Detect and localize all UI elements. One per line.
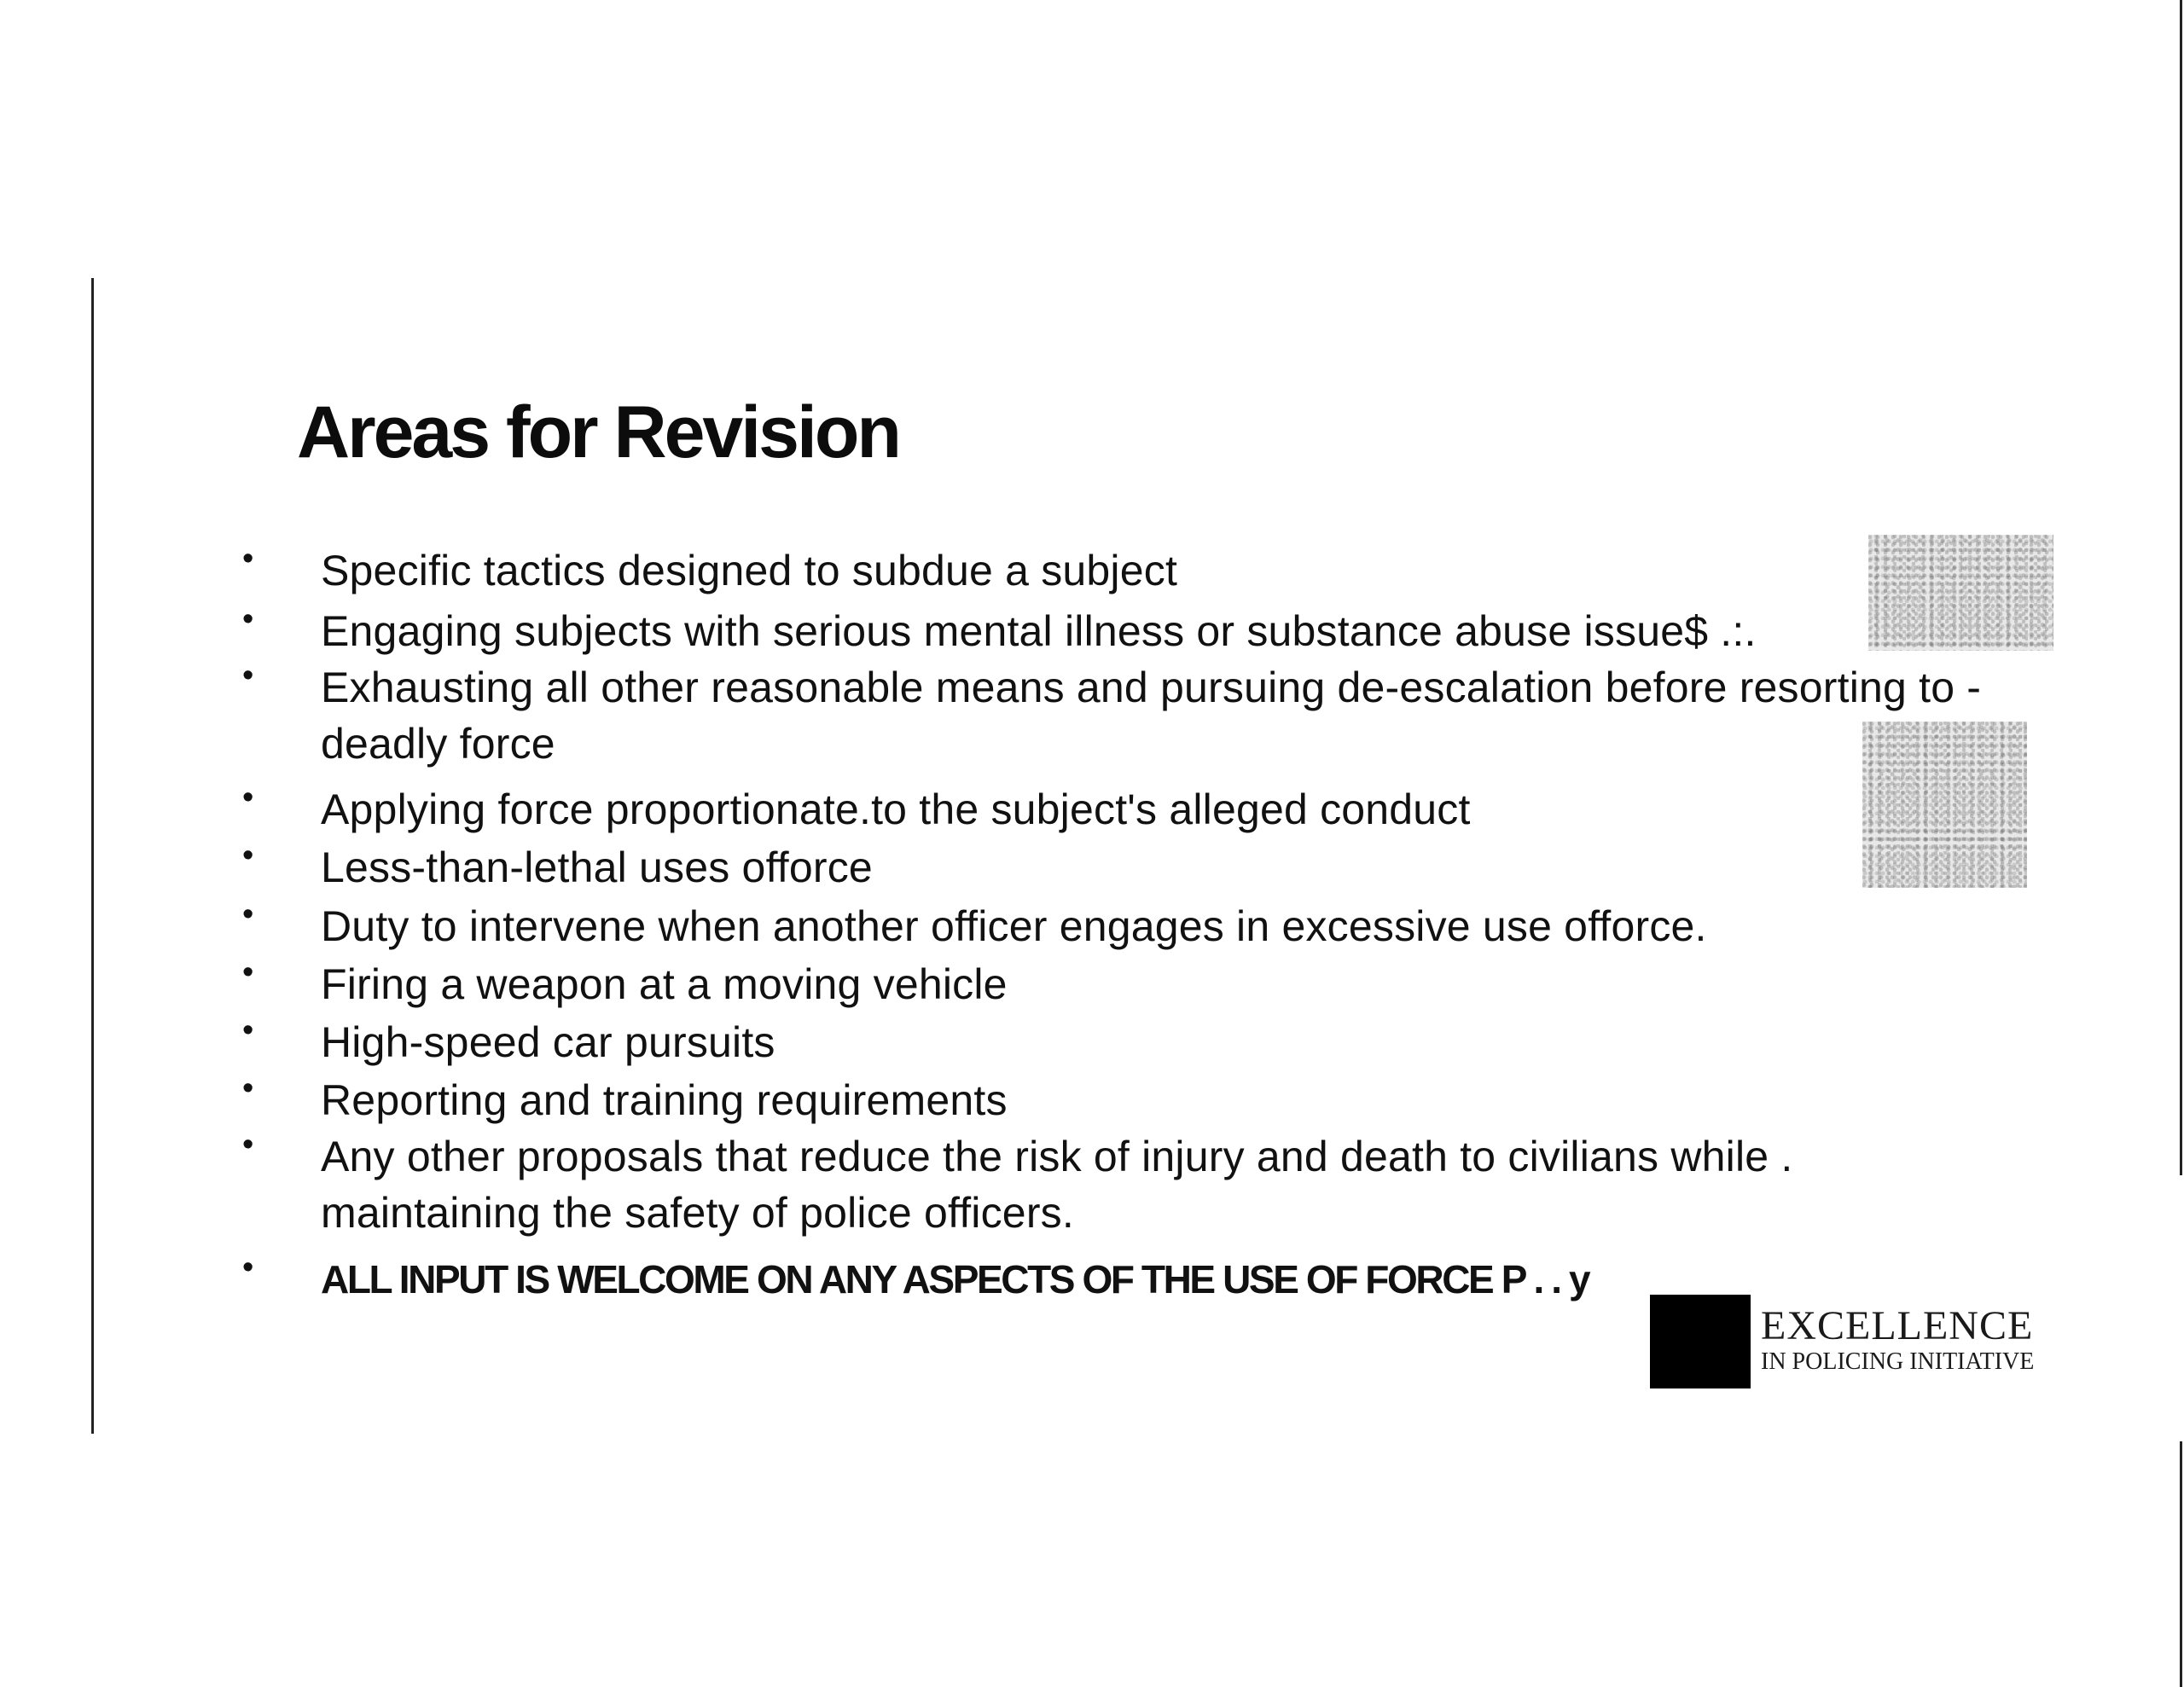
bullet-icon: •: [242, 780, 254, 815]
list-item-text: Applying force proportionate.to the subject's alleged conduct: [321, 786, 1471, 833]
right-scan-edge-bottom: [2180, 1441, 2182, 1687]
left-scan-edge: [91, 278, 94, 1434]
list-item-text: Less-than-lethal uses offorce: [321, 844, 873, 891]
logo-square-icon: [1650, 1295, 1751, 1388]
bullet-icon: •: [242, 1249, 254, 1285]
logo-subtitle: IN POLICING INITIATIVE: [1761, 1348, 2035, 1375]
bullet-icon: •: [242, 601, 254, 637]
bullet-icon: •: [242, 1127, 254, 1162]
list-item-text: Duty to intervene when another officer engages in excessive use offorce.: [321, 902, 1707, 950]
logo-name: EXCELLENCE: [1761, 1303, 2034, 1348]
bullet-icon: •: [242, 1070, 254, 1106]
bullet-icon: •: [242, 658, 254, 693]
bullet-icon: •: [242, 541, 254, 577]
bullet-icon: •: [242, 896, 254, 932]
list-item-text: Reporting and training requirements: [321, 1076, 1008, 1124]
bullet-icon: •: [242, 838, 254, 873]
bullet-icon: •: [242, 954, 254, 990]
list-item-text: Exhausting all other reasonable means and pursuing de-escalation before resorting to - deadly force: [321, 664, 1982, 768]
right-scan-edge-top: [2180, 0, 2182, 1175]
list-item-text: Engaging subjects with serious mental illness or substance abuse issue$ .:.: [321, 607, 1757, 655]
list-item-text: Specific tactics designed to subdue a subject: [321, 547, 1178, 594]
excellence-in-policing-logo: [1650, 1295, 2051, 1388]
list-item-text: Firing a weapon at a moving vehicle: [321, 960, 1008, 1008]
list-item-text: High-speed car pursuits: [321, 1018, 775, 1066]
list-item-text: Any other proposals that reduce the risk of injury and death to civilians while . maintaining the safety of police officers.: [321, 1133, 1793, 1237]
scan-noise-patch: [1862, 722, 2027, 888]
scan-noise-patch: [1868, 535, 2053, 651]
slide-title: Areas for Revision: [297, 391, 899, 473]
bullet-icon: •: [242, 1012, 254, 1048]
list-item-text: ALL INPUT IS WELCOME ON ANY ASPECTS OF THE USE OF FORCE P . . y: [321, 1257, 1589, 1301]
